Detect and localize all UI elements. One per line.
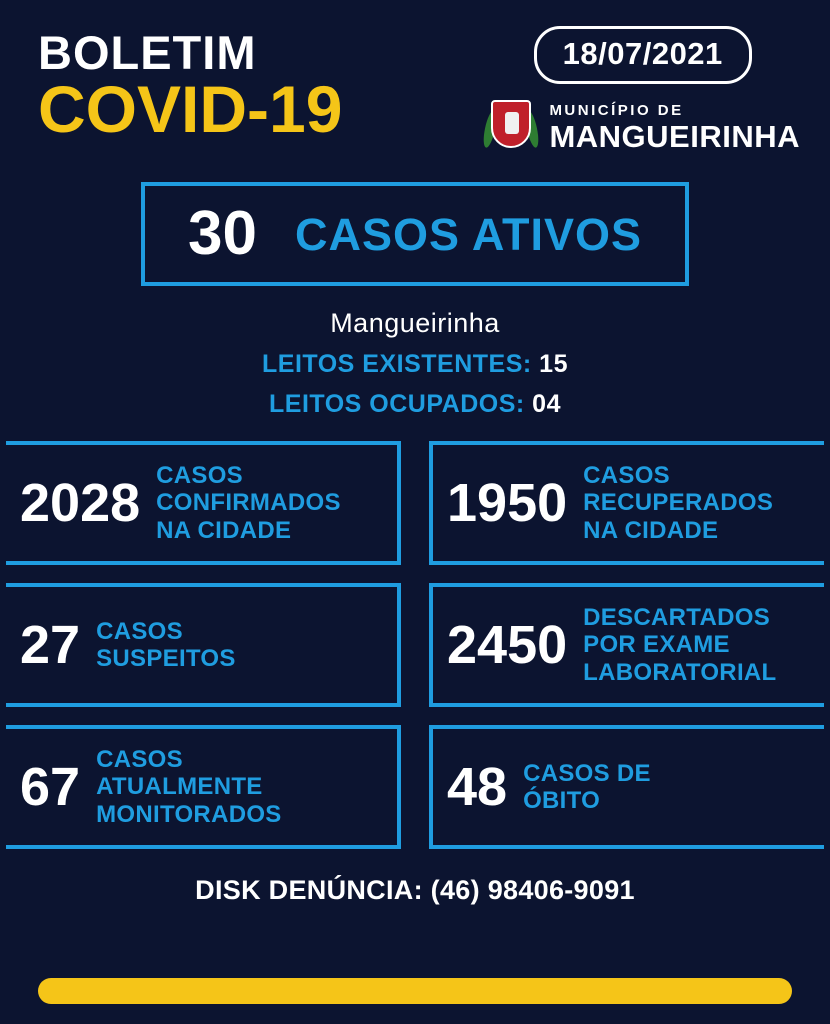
poster-header (0, 0, 830, 156)
stat-label-line: CASOS (583, 462, 670, 490)
stat-number: 27 (20, 615, 81, 675)
stat-label-line: SUSPEITOS (96, 645, 236, 672)
stat-number: 48 (447, 757, 508, 817)
stat-cell (429, 583, 824, 707)
stat-label-line: CASOS (96, 746, 183, 774)
stat-label-line: RECUPERADOS (583, 489, 774, 517)
stat-label (523, 760, 651, 814)
active-cases-label: CASOS ATIVOS (294, 208, 642, 260)
stat-label-line: DESCARTADOS (583, 604, 771, 632)
municipality-brand (485, 98, 800, 156)
stat-label-line: CASOS DE (523, 759, 651, 787)
stat-number: 2450 (447, 615, 568, 675)
municipality-text (549, 103, 800, 152)
stat-number: 1950 (447, 473, 568, 533)
title-covid: COVID-19 (38, 72, 343, 147)
beds-occupied-label: LEITOS OCUPADOS: (269, 390, 525, 418)
stat-number: 2028 (20, 473, 141, 533)
title-boletim: BOLETIM (38, 26, 257, 79)
active-cases-box (141, 182, 689, 286)
bottom-accent-bar (38, 978, 792, 1004)
stats-grid (0, 441, 830, 849)
header-right (485, 22, 800, 156)
stat-label (583, 604, 776, 685)
stat-label-line: ATUALMENTE (96, 773, 263, 801)
stat-label-line: LABORATORIAL (583, 658, 777, 686)
beds-section (0, 308, 830, 419)
beds-occupied-row (0, 390, 830, 419)
stat-label-line: MONITORADOS (96, 800, 282, 828)
stat-label-line: POR EXAME (583, 631, 730, 659)
stat-label-line: CASOS (96, 617, 183, 645)
stat-cell (429, 725, 824, 849)
beds-occupied-value: 04 (532, 390, 561, 418)
beds-existing-value: 15 (539, 350, 568, 378)
date-badge: 18/07/2021 (534, 26, 752, 84)
stat-label-line: CONFIRMADOS (156, 489, 341, 517)
stat-label-line: NA CIDADE (583, 516, 719, 544)
beds-existing-label: LEITOS EXISTENTES: (262, 350, 532, 378)
title-block (38, 22, 343, 147)
active-cases-number: 30 (187, 199, 257, 268)
stat-label (96, 746, 282, 827)
municipality-prefix: MUNICÍPIO DE (549, 101, 684, 119)
coat-of-arms-icon (485, 98, 537, 156)
stat-cell (6, 441, 401, 565)
stat-cell (429, 441, 824, 565)
beds-existing-row (0, 350, 830, 379)
stat-label-line: ÓBITO (523, 787, 601, 814)
stat-label (96, 618, 236, 672)
stat-number: 67 (20, 757, 81, 817)
stat-label-line: CASOS (156, 462, 243, 490)
hotline-text: DISK DENÚNCIA: (46) 98406-9091 (195, 875, 635, 905)
stat-cell (6, 725, 401, 849)
municipality-name: MANGUEIRINHA (549, 118, 800, 154)
stat-cell (6, 583, 401, 707)
beds-city-name: Mangueirinha (330, 308, 500, 338)
stat-label-line: NA CIDADE (156, 516, 292, 544)
stat-label (156, 462, 341, 543)
stat-label (583, 462, 773, 543)
